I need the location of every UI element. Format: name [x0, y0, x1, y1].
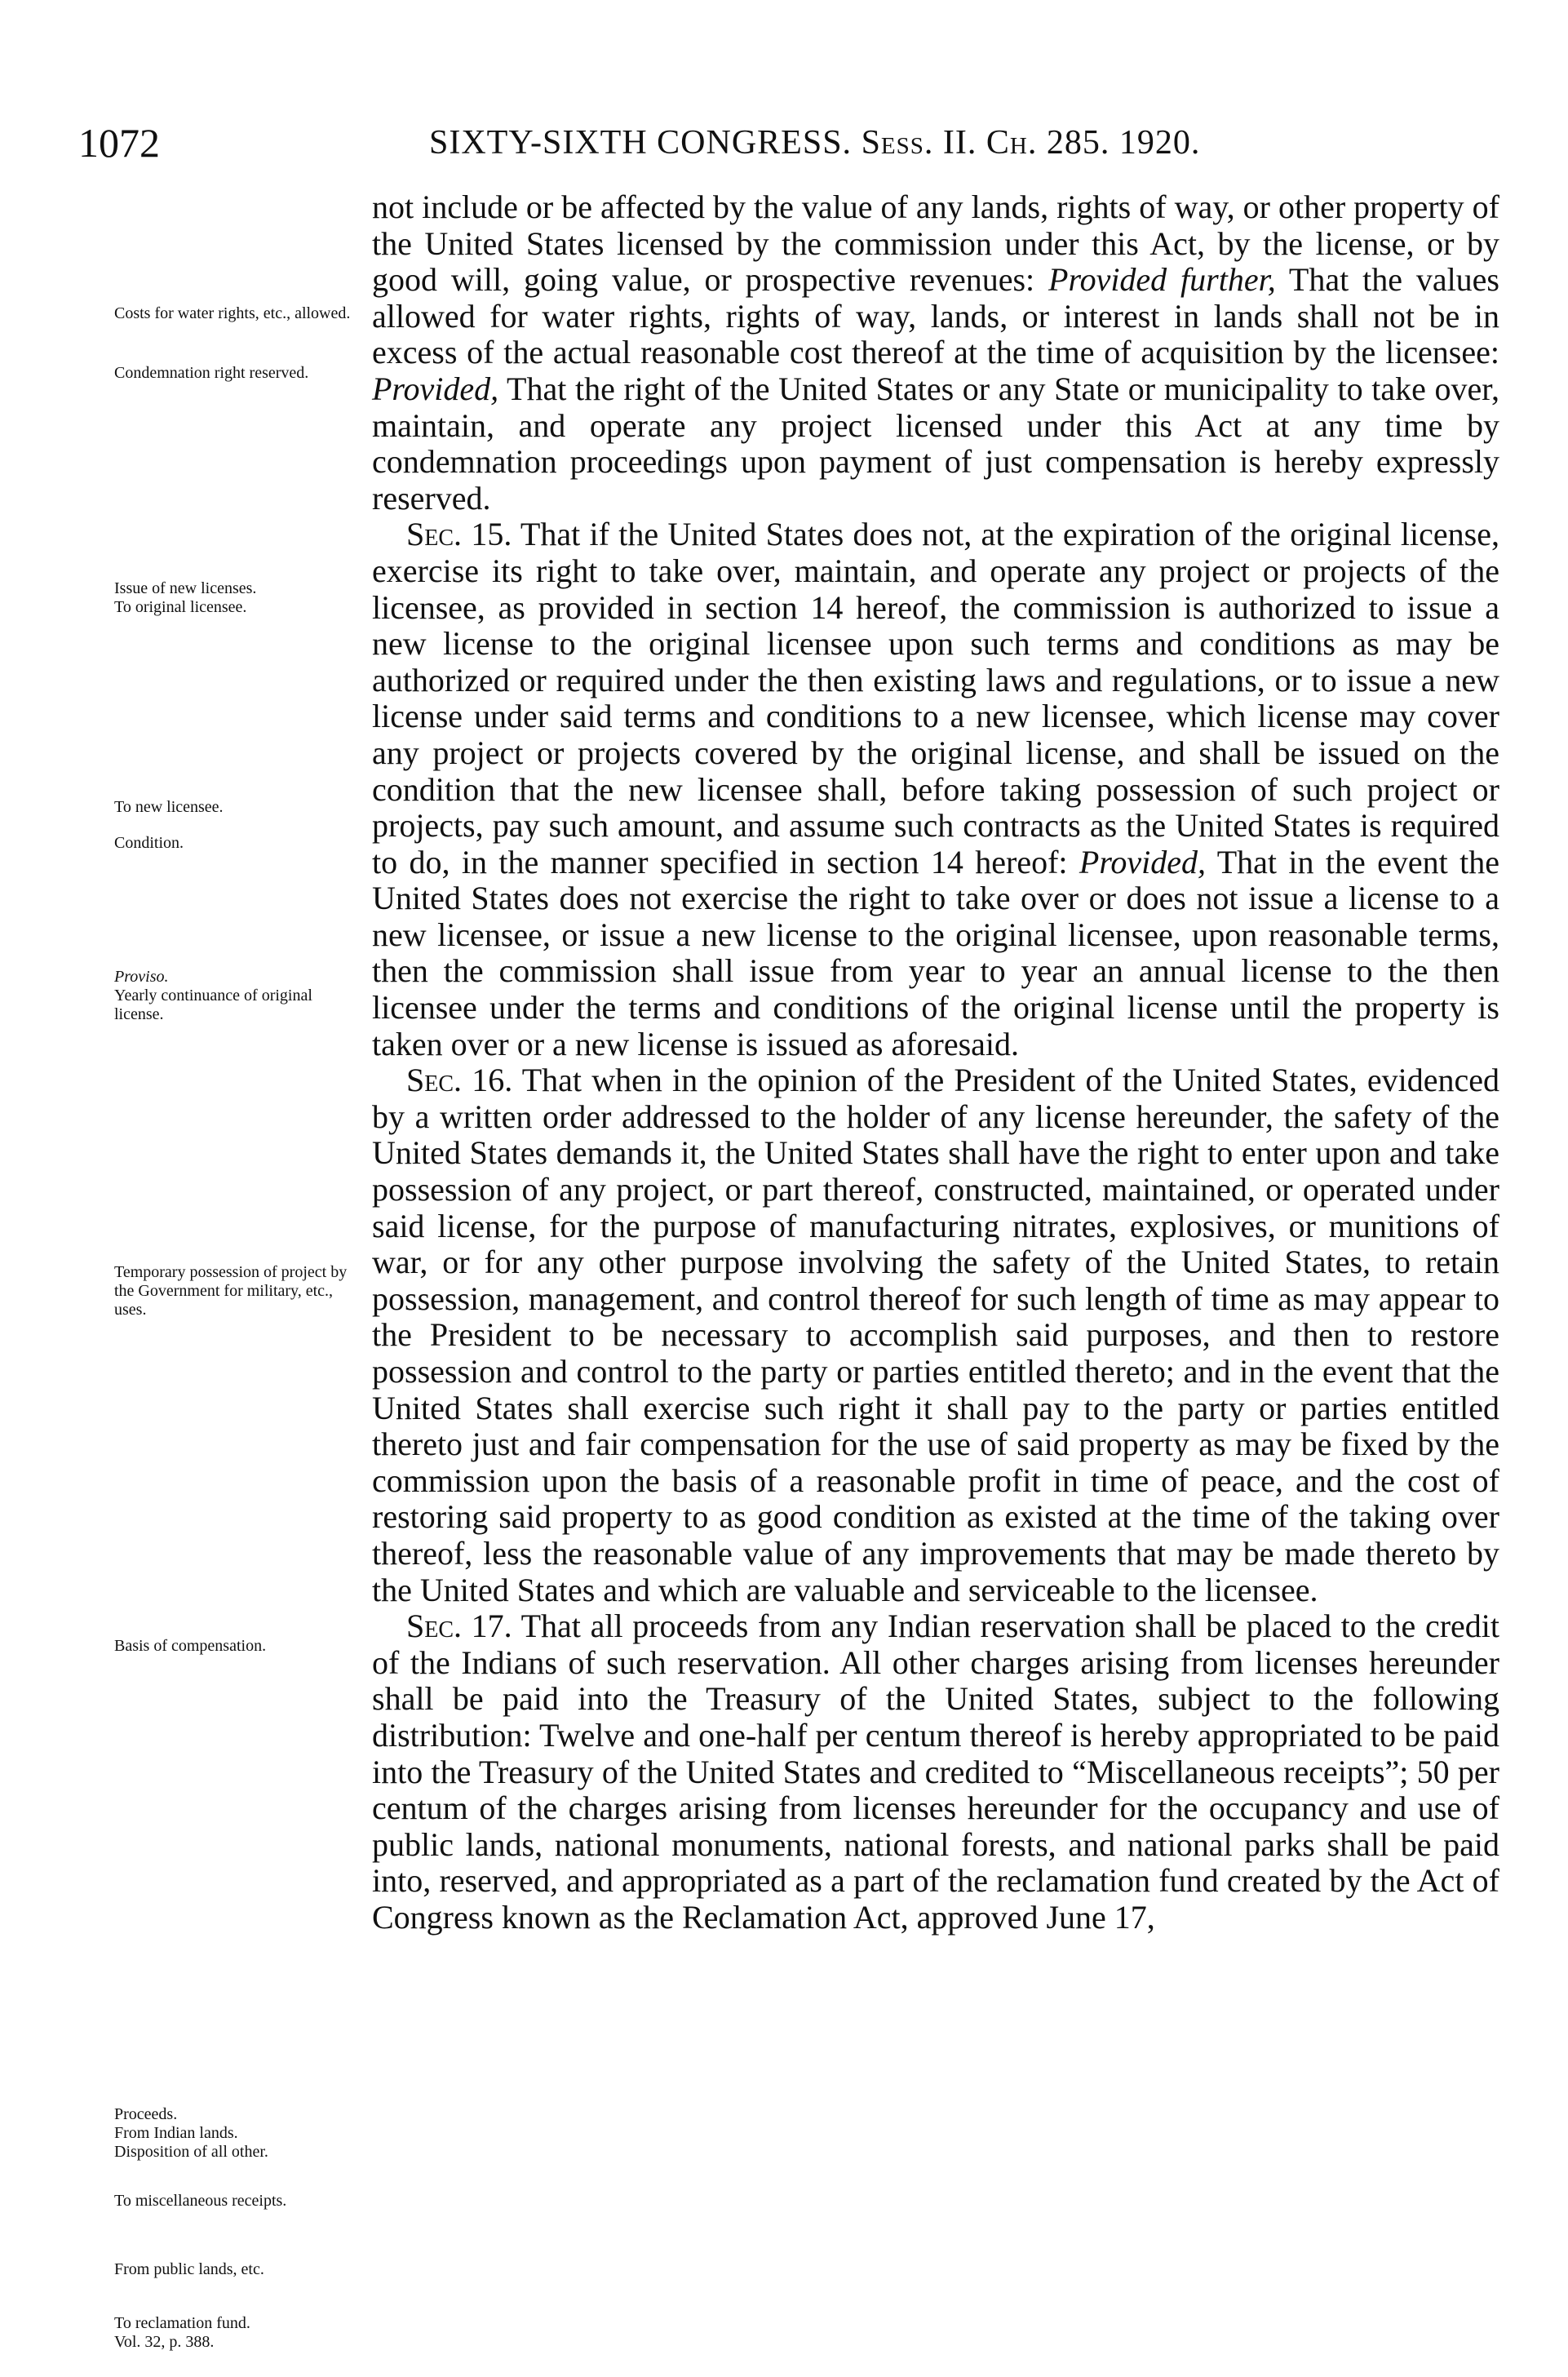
paragraph-continuation — [372, 189, 1499, 517]
text-run: not include or be affected by the value of any lands, rights of way, or other property of the United States licensed by the commission under this Act, by the license, or by good will, going value, or prospective revenues: — [372, 188, 1499, 299]
text-run: That the right of the United States or any State or municipality to take over, maintain, and operate any project licensed under this Act at any time by condemnation proceedings upon payment of just compensation is hereby expressly reserved. — [372, 370, 1499, 517]
margin-note-proceeds: Proceeds. — [114, 2105, 178, 2123]
congress-title: SIXTY-SIXTH CONGRESS. — [429, 124, 853, 162]
margin-note-to-new-licensee: To new licensee. — [114, 798, 224, 816]
margin-note-from-indian-lands: From Indian lands. — [114, 2124, 238, 2142]
margin-note-to-original-licensee: To original licensee. — [114, 598, 247, 616]
proviso-italic: Provided further, — [1048, 261, 1276, 299]
margin-note-to-reclamation-fund: To reclamation fund. — [114, 2314, 250, 2332]
section-15 — [372, 517, 1499, 1062]
margin-note-to-miscellaneous-receipts: To miscellaneous receipts. — [114, 2192, 287, 2210]
margin-note-basis-of-compensation: Basis of compensation. — [114, 1637, 267, 1655]
running-header — [78, 114, 1498, 171]
proviso-italic: Provided, — [1079, 843, 1207, 880]
proviso-italic: Provided, — [372, 370, 499, 407]
text-run: That the values allowed for water rights, rights of way, lands, or interest in lands shall not be in excess of the actual reasonable cost thereof at the time of acquisition by the licensee: — [372, 261, 1500, 371]
chapter-label: Ch. 285. — [986, 124, 1110, 162]
text-run: That if the United States does not, at the expiration of the original license, exercise its right to take over, maintain, and operate any project or projects of the licensee, as provided in section 14 hereof, the commission is authorized to issue a new license to the original licensee upon such terms and conditions as may be authorized or required under the then existing laws and regulations, or to issue a new license under said terms and conditions to a new licensee, which license may cover any project or projects covered by the original license, and shall be issued on the condition that the new licensee shall, before taking possession of such project or projects, pay such amount, and assume such contracts as the United States is required to do, in the manner specified in section 14 hereof: — [372, 516, 1499, 880]
margin-note-costs-water-rights: Costs for water rights, etc., allowed. — [114, 304, 351, 322]
margin-note-vol-citation: Vol. 32, p. 388. — [114, 2333, 215, 2351]
year-label: 1920. — [1118, 124, 1201, 162]
margin-note-condition: Condition. — [114, 834, 184, 852]
section-16 — [372, 1062, 1499, 1608]
margin-note-temporary-possession: Temporary possession of project by the Government for military, etc., uses. — [114, 1263, 348, 1319]
running-head — [429, 114, 1200, 171]
margin-note-yearly-continuance: Yearly continuance of original license. — [114, 987, 312, 1023]
text-run: That all proceeds from any Indian reservation shall be placed to the credit of the Indians of such reservation. All other charges arising from licenses hereunder shall be paid into the Treasury of the United States, subject to the following distribution: Twelve and one-half per centum thereof is hereby appropriated to be paid into the Treasury of the United States and credited to “Miscellaneous receipts”; 50 per centum of the charges arising from licenses hereunder for the occupancy and use of public lands, national monuments, national forests, and national parks shall be paid into, reserved, and appropriated as a part of the reclamation fund created by the Act of Congress known as the Reclamation Act, approved June 17, — [372, 1608, 1499, 1936]
text-run: That when in the opinion of the President of the United States, evidenced by a written order addressed to the holder of any license hereunder, the safety of the United States demands it, the United States shall have the right to enter upon and take possession of any project, or part thereof, constructed, maintained, or operated under said license, for the purpose of manufacturing nitrates, explosives, or munitions of war, or for any other purpose involving the safety of the United States, to retain possession, management, and control thereof for such length of time as may appear to the President to be necessary to accomplish said purposes, and then to restore possession and control to the party or parties entitled thereto; and in the event that the United States shall exercise such right it shall pay to the party or parties entitled thereto just and fair compensation for the use of said property as may be fixed by the commission upon the basis of a reasonable profit in time of peace, and the cost of restoring said property to as good condition as existed at the time of the taking over thereof, less the reasonable value of any improvements that may be made thereto by the United States and which are valuable and serviceable to the licensee. — [372, 1062, 1499, 1608]
text-run: That in the event the United States does not exercise the right to take over or does not issue a license to a new licensee, or issue a new license to the original licensee, upon reasonable terms, then the commission shall issue from year to year an annual license to the then licensee under the terms and conditions of the original license until the property is taken over or a new license is issued as aforesaid. — [372, 843, 1500, 1062]
margin-note-disposition-of-all-other: Disposition of all other. — [114, 2143, 268, 2161]
margin-note-issue-new-licenses: Issue of new licenses. — [114, 579, 257, 597]
margin-note-from-public-lands: From public lands, etc. — [114, 2260, 264, 2278]
margin-note-condemnation-right: Condemnation right reserved. — [114, 364, 309, 382]
margin-note-proviso: Proviso. — [114, 968, 169, 986]
statute-body — [372, 189, 1499, 1936]
section-label: Sec. 16. — [406, 1062, 513, 1099]
page-number: 1072 — [78, 120, 160, 166]
section-17 — [372, 1608, 1499, 1936]
section-label: Sec. 17. — [406, 1608, 512, 1645]
session-label: Sess. II. — [861, 124, 977, 162]
section-label: Sec. 15. — [406, 516, 512, 553]
